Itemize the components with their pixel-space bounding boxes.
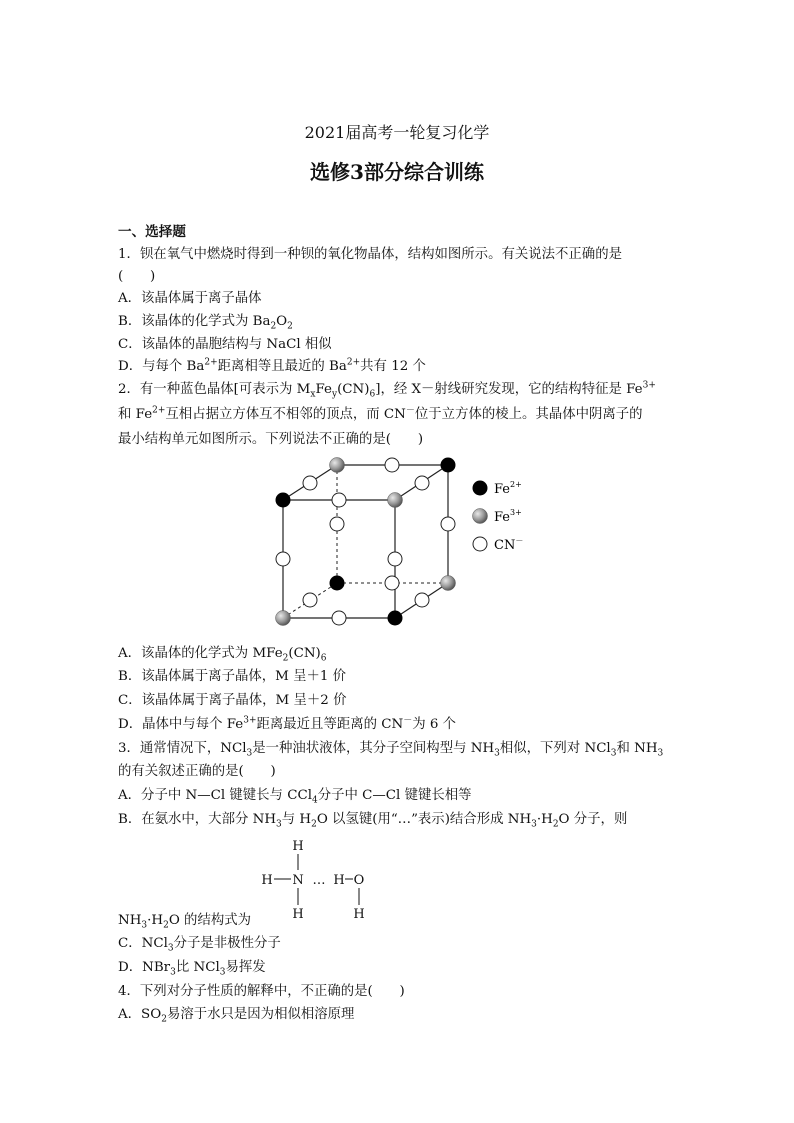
q1-paren: ( ): [118, 269, 156, 284]
q4-stem: 4．下列对分子性质的解释中，不正确的是( ): [118, 984, 405, 999]
cn-ion: [415, 476, 429, 490]
legend-fe2-marker: [473, 481, 488, 496]
cn-ion: [388, 552, 402, 566]
cn-ion: [385, 576, 399, 590]
q1-stem: 1．钡在氧气中燃烧时得到一种钡的氧化物晶体，结构如图所示。有关说法不正确的是: [118, 247, 622, 262]
legend-cn-label: CN－: [494, 536, 524, 553]
legend-fe2-label: $Fe^{2+}$: [494, 480, 522, 497]
atom-h: H: [261, 873, 273, 888]
legend-cn-marker: [473, 537, 487, 551]
q1-option-b: B．该晶体的化学式为 $Ba_2O_2$: [118, 314, 293, 332]
q3-stem-line1: 3．通常情况下，NCl$_3$是一种油状液体，其分子空间构型与 $NH_3$相似，下列对 NCl$_3$和 $NH_3$: [118, 741, 664, 759]
q2-stem-line2: 和 $Fe^{2+}$互相占据立方体互不相邻的顶点，而 CN－位于立方体的棱上。其晶体中阴离子的: [118, 405, 643, 422]
nh3-h2o-structure: [255, 834, 395, 926]
fe3-ion: [388, 493, 403, 508]
q3-option-c: C．NCl$_3$分子是非极性分子: [118, 936, 281, 954]
fe3-ion: [276, 611, 291, 626]
q2-option-d: D．晶体中与每个 $Fe^{3+}$距离最近且等距离的 CN－为 6 个: [118, 715, 457, 732]
fe2-ion: [330, 576, 345, 591]
q2-option-b: B．该晶体属于离子晶体，M 呈＋1 价: [118, 669, 347, 684]
cn-ion: [303, 476, 317, 490]
q2-option-a: A．该晶体的化学式为 $MFe_2(CN)_6$: [118, 646, 327, 664]
cn-ion: [276, 552, 290, 566]
q2-stem-line1: 2．有一种蓝色晶体[可表示为 $M_xFe_y(CN)_6$]，经 X－射线研究发现，它的结构特征是 $Fe^{3+}$: [118, 380, 656, 400]
crystal-cube-diagram: [262, 448, 562, 638]
atom-o: O: [353, 873, 365, 888]
atom-n: N: [292, 873, 304, 888]
legend-fe3-label: $Fe^{3+}$: [494, 508, 522, 525]
q3-stem-line2: 的有关叙述正确的是( ): [118, 764, 276, 779]
atom-h: H: [292, 839, 304, 854]
document-subtitle: 选修3部分综合训练: [310, 160, 484, 184]
hydrogen-bond: …: [312, 873, 326, 888]
fe2-ion: [388, 611, 403, 626]
q3-option-d: D．NBr$_3$比 NCl$_3$易挥发: [118, 960, 266, 978]
atom-h: H: [333, 873, 345, 888]
cn-ion: [441, 517, 455, 531]
cn-ion: [303, 593, 317, 607]
section-heading: 一、选择题: [118, 224, 186, 240]
legend-fe3-marker: [473, 509, 488, 524]
q2-option-c: C．该晶体属于离子晶体，M 呈＋2 价: [118, 693, 347, 708]
cn-ion: [415, 593, 429, 607]
q3-option-b: B．在氨水中，大部分 $NH_3$与 $H_2O$ 以氢键(用“…”表示)结合形成 $NH_3\cdot H_2O$ 分子，则: [118, 812, 628, 830]
fe3-ion: [330, 458, 345, 473]
atom-h: H: [353, 907, 365, 922]
q4-option-a: A．$SO_2$易溶于水只是因为相似相溶原理: [118, 1007, 355, 1025]
q3-option-b-cont: $NH_3\cdot H_2O$ 的结构式为: [118, 913, 251, 931]
document-title: 2021届高考一轮复习化学: [304, 123, 490, 142]
cn-ion: [330, 517, 344, 531]
fe2-ion: [276, 493, 291, 508]
fe3-ion: [441, 576, 456, 591]
cn-ion: [332, 611, 346, 625]
q1-option-a: A．该晶体属于离子晶体: [118, 291, 262, 306]
cn-ion: [332, 493, 346, 507]
q2-stem-line3: 最小结构单元如图所示。下列说法不正确的是( ): [118, 432, 424, 447]
q1-option-d: D．与每个 $Ba^{2+}$距离相等且最近的 $Ba^{2+}$共有 12 个: [118, 357, 426, 374]
q3-option-a: A．分子中 N—Cl 键键长与 CCl$_4$分子中 C—Cl 键键长相等: [118, 788, 472, 806]
q1-option-c: C．该晶体的晶胞结构与 NaCl 相似: [118, 337, 332, 352]
atom-h: H: [292, 907, 304, 922]
cn-ion: [385, 458, 399, 472]
fe2-ion: [441, 458, 456, 473]
